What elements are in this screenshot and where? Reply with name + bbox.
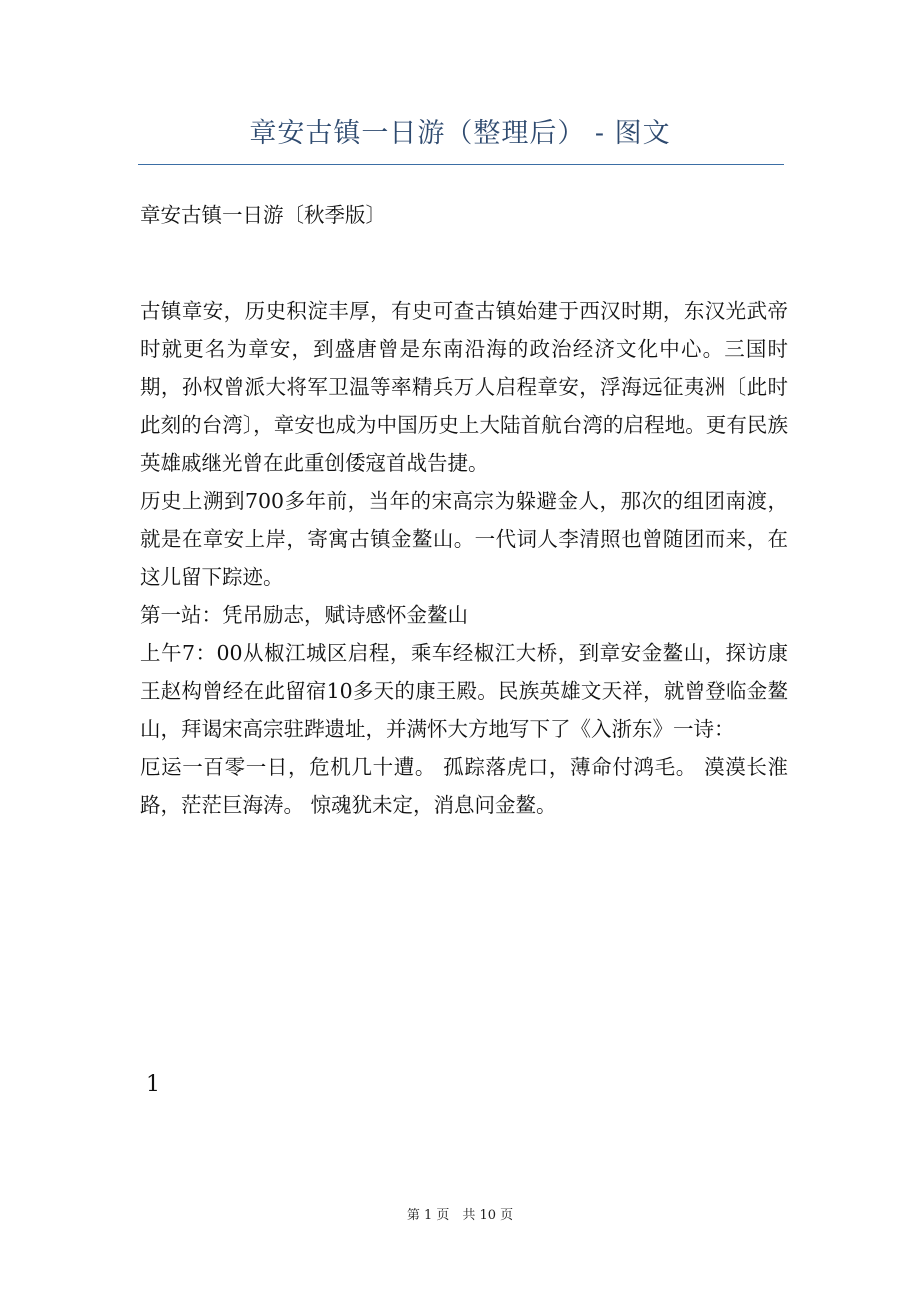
- title-underline: [138, 164, 784, 165]
- document-title: 章安古镇一日游（整理后） - 图文: [249, 118, 671, 149]
- inline-page-number: 1: [146, 1072, 160, 1097]
- document-body: [140, 292, 788, 824]
- paragraph-history-intro: 古镇章安，历史积淀丰厚，有史可查古镇始建于西汉时期，东汉光武帝时就更名为章安，到盛唐曾是东南沿海的政治经济文化中心。三国时期，孙权曾派大将军卫温等率精兵万人启程章安，浮海远征夷洲〔此时此刻的台湾〕，章安也成为中国历史上大陆首航台湾的启程地。更有民族英雄戚继光曾在此重创倭寇首战告捷。: [140, 299, 788, 475]
- section-heading-first-stop: 第一站：凭吊励志，赋诗感怀金鳌山: [140, 603, 468, 627]
- paragraph-song-emperor: 历史上溯到700多年前，当年的宋高宗为躲避金人，那次的组团南渡，就是在章安上岸，寄寓古镇金鳌山。一代词人李清照也曾随团而来，在这儿留下踪迹。: [140, 489, 788, 589]
- page-footer: 第 1 页 共 10 页: [406, 1208, 514, 1223]
- paragraph-morning-itinerary: 上午7：00从椒江城区启程，乘车经椒江大桥，到章安金鳌山，探访康王赵构曾经在此留宿10多天的康王殿。民族英雄文天祥，就曾登临金鳌山，拜谒宋高宗驻跸遗址，并满怀大方地写下了《入浙东》一诗：: [140, 641, 788, 741]
- document-subtitle: 章安古镇一日游〔秋季版〕: [140, 203, 386, 227]
- paragraph-poem: 厄运一百零一日，危机几十遭。 孤踪落虎口，薄命付鸿毛。 漠漠长淮路，茫茫巨海涛。 惊魂犹未定，消息问金鳌。: [140, 755, 788, 817]
